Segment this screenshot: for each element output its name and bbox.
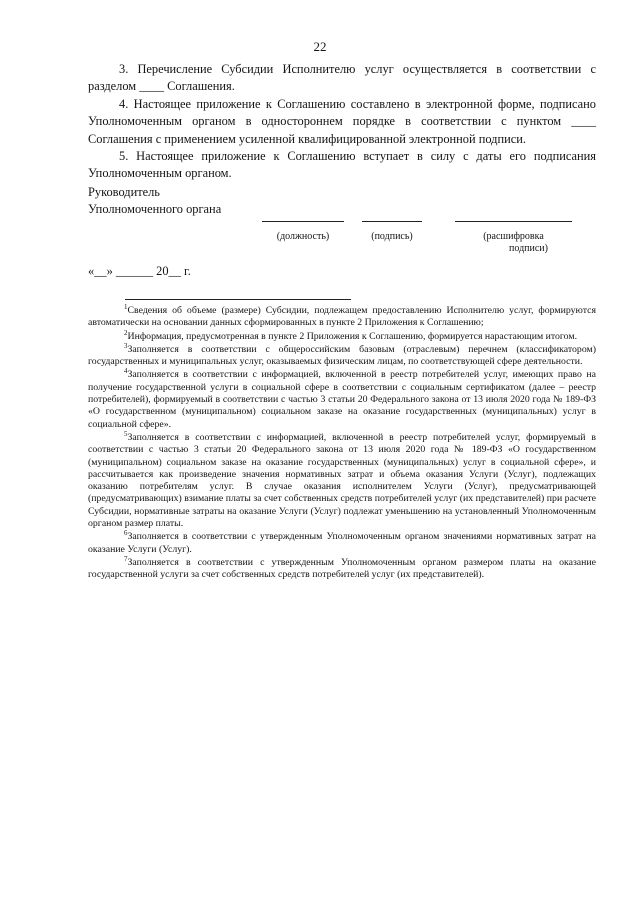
signature-line	[362, 221, 422, 222]
footnote-2: $^2$Информация, предусмотренная в пункте 2 Приложения к Соглашению, формируется нарастающим итогом.	[124, 328, 578, 342]
signatory-role-line1: Руководитель	[88, 185, 160, 199]
footnote-7: $^7$Заполняется в соответствии с утвержденным Уполномоченным органом размером платы на оказание государственной услуги за счет собственных средств потребителей услуг (их представителей).	[88, 554, 596, 581]
footnote-5: $^5$Заполняется в соответствии с информацией, включенной в реестр потребителей услуг, формируемый в соответствии с частью 3 статьи 20 Федерального закона от 13 июля 2020 года № 189-ФЗ «О государственном (муниципальном) социальном заказе на оказание государственных (муниципальных) услуг в социальной сфере», и рассчитывается как произведение значения нормативных затрат и объема оказания Услуги (Услуг), подлежащих оказанию потребителям услуг. В случае оказания исполнителем Услуги (Услуг), предусматривающей (предусматривающих) взимание платы за счет собственных средств потребителей услуг (их представителей) при расчете Субсидии, нормативные затраты на оказание Услуги (Услуг) подлежат уменьшению на установленный Уполномоченным органом размер платы.	[88, 429, 596, 530]
signature-caption: (подпись)	[371, 231, 413, 242]
paragraph-4: 4. Настоящее приложение к Соглашению составлено в электронной форме, подписано Уполномоченным органом в одностороннем порядке в соответствии с пунктом ____ Соглашения с применением усиленной квалифицированной электронной подписи.	[88, 96, 596, 146]
footnote-6: $^6$Заполняется в соответствии с утвержденным Уполномоченным органом значениями нормативных затрат на оказание Услуги (Услуг).	[88, 529, 596, 555]
footnote-1: $^1$Сведения об объеме (размере) Субсидии, подлежащем предоставлению Исполнителю услуг, формируются автоматически на основании данных сформированных в пункте 2 Приложения к Соглашению;	[88, 303, 596, 329]
decoding-signature-line	[455, 221, 572, 222]
position-signature-line	[262, 221, 344, 222]
footnote-3: $^3$Заполняется в соответствии с общероссийским базовым (отраслевым) перечнем (классификатором) государственных и муниципальных услуг, оказываемых физическим лицам, по соответствующей сфере деятельности.	[88, 341, 596, 368]
signatory-block	[88, 184, 221, 219]
paragraph-3: 3. Перечисление Субсидии Исполнителю услуг осуществляется в соответствии с разделом ____ Соглашения.	[88, 62, 596, 94]
position-caption: (должность)	[276, 231, 330, 242]
date-line: «__» ______ 20__ г.	[88, 264, 191, 278]
page-number: 22	[313, 39, 327, 54]
decoding-caption: (расшифровка подписи)	[483, 231, 548, 254]
footnote-4: $^4$Заполняется в соответствии с информацией, включенной в реестр потребителей услуг, имеющих право на получение государственной услуги в социальной сфере в соответствии с социальным сертификатом (далее – реестр потребителей), формируемый в соответствии с частью 3 статьи 20 Федерального закона от 13 июля 2020 года № 189-ФЗ «О государственном (муниципальном) социальном заказе на оказание государственных (муниципальных) услуг в социальной сфере».	[88, 367, 596, 430]
footnote-separator	[125, 299, 351, 300]
footnotes	[88, 305, 596, 582]
document-body	[88, 61, 596, 183]
signatory-role-line2: Уполномоченного органа	[88, 202, 222, 217]
paragraph-5: 5. Настоящее приложение к Соглашению вступает в силу с даты его подписания Уполномоченным органом.	[88, 149, 596, 181]
